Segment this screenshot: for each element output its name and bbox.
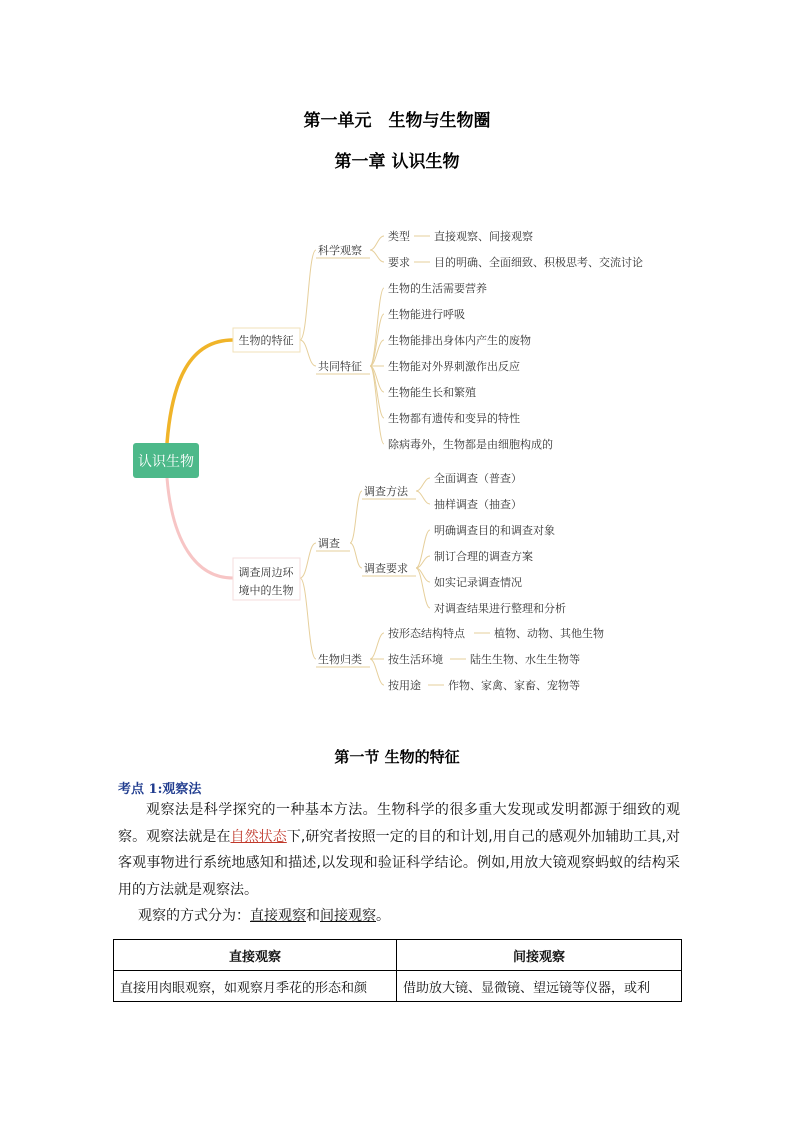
p1-text-a: 观察法是科学探究的一种基本方法。生物科学的很多重大发现或发明都源于细致的观察。观察法就是在 <box>118 802 680 845</box>
node-survey-req: 调查要求 <box>364 562 408 575</box>
paragraph-observation <box>118 797 680 930</box>
common-item: 生物能排出身体内产生的废物 <box>388 334 531 347</box>
survey-req-item: 对调查结果进行整理和分析 <box>434 602 566 615</box>
common-item: 生物能对外界刺激作出反应 <box>388 360 520 373</box>
p2-text-mid: 和 <box>306 908 320 924</box>
node-survey-method: 调查方法 <box>364 485 408 498</box>
table-row <box>114 971 682 1002</box>
branch-line-features <box>167 340 233 443</box>
p2-text-a: 观察的方式分为： <box>138 908 250 924</box>
observation-table <box>113 939 682 1002</box>
classify-key: 按形态结构特点 <box>388 627 465 640</box>
common-item: 除病毒外，生物都是由细胞构成的 <box>388 438 553 451</box>
table-cell: 借助放大镜、显微镜、望远镜等仪器，或利 <box>397 971 682 1002</box>
table-cell: 直接用肉眼观察，如观察月季花的形态和颜 <box>114 971 397 1002</box>
common-item: 生物能生长和繁殖 <box>388 386 476 399</box>
common-item: 生物都有遗传和变异的特性 <box>388 412 520 425</box>
survey-method-item: 全面调查（普查） <box>434 472 522 485</box>
node-survey: 调查 <box>318 537 340 550</box>
table-header: 直接观察 <box>114 940 397 971</box>
survey-req-item: 制订合理的调查方案 <box>434 550 533 563</box>
direct-obs-term: 直接观察 <box>250 908 306 924</box>
sci-obs-req-label: 要求 <box>388 256 410 269</box>
classify-key: 按生活环境 <box>388 653 443 666</box>
natural-state-link[interactable]: 自然状态 <box>230 828 287 845</box>
sci-obs-req-value: 目的明确、全面细致、积极思考、交流讨论 <box>434 256 643 269</box>
survey-req-item: 明确调查目的和调查对象 <box>434 524 555 537</box>
p2-text-end: 。 <box>376 908 390 924</box>
root-label: 认识生物 <box>138 454 194 470</box>
survey-method-item: 抽样调查（抽查） <box>434 498 522 511</box>
node-survey-env-line1: 调查周边环 <box>238 566 294 579</box>
classify-value: 植物、动物、其他生物 <box>494 627 604 640</box>
sci-obs-type-value: 直接观察、间接观察 <box>434 230 533 243</box>
section-title: 第一节 生物的特征 <box>334 748 460 766</box>
node-common: 共同特征 <box>318 360 362 373</box>
unit-title: 第一单元 生物与生物圈 <box>303 111 491 131</box>
classify-value: 陆生生物、水生生物等 <box>470 653 580 666</box>
classify-value: 作物、家禽、家畜、宠物等 <box>448 679 580 692</box>
kaodian-heading: 考点 1:观察法 <box>118 782 202 797</box>
survey-req-item: 如实记录调查情况 <box>434 576 522 589</box>
connector-lines <box>300 236 490 685</box>
node-classify: 生物归类 <box>318 653 362 666</box>
table-header-row <box>114 940 682 971</box>
sci-obs-type-label: 类型 <box>388 230 410 243</box>
common-item: 生物的生活需要营养 <box>388 282 487 295</box>
node-sci-obs: 科学观察 <box>318 244 362 257</box>
classify-key: 按用途 <box>388 679 421 692</box>
chapter-title: 第一章 认识生物 <box>334 152 460 172</box>
node-features-label: 生物的特征 <box>238 334 294 347</box>
common-item: 生物能进行呼吸 <box>388 308 465 321</box>
p1-text-b: 下,研究者按照一定的目的和计划,用自己的感观外加辅助工具,对客观事物进行系统地感知和描述,以发现和验证科学结论。例如,用放大镜观察蚂蚁的结构采用的方法就是观察法。 <box>118 828 680 898</box>
branch-line-survey <box>167 478 233 578</box>
table-header: 间接观察 <box>397 940 682 971</box>
indirect-obs-term: 间接观察 <box>320 908 376 924</box>
node-survey-env-line2: 境中的生物 <box>238 584 294 597</box>
